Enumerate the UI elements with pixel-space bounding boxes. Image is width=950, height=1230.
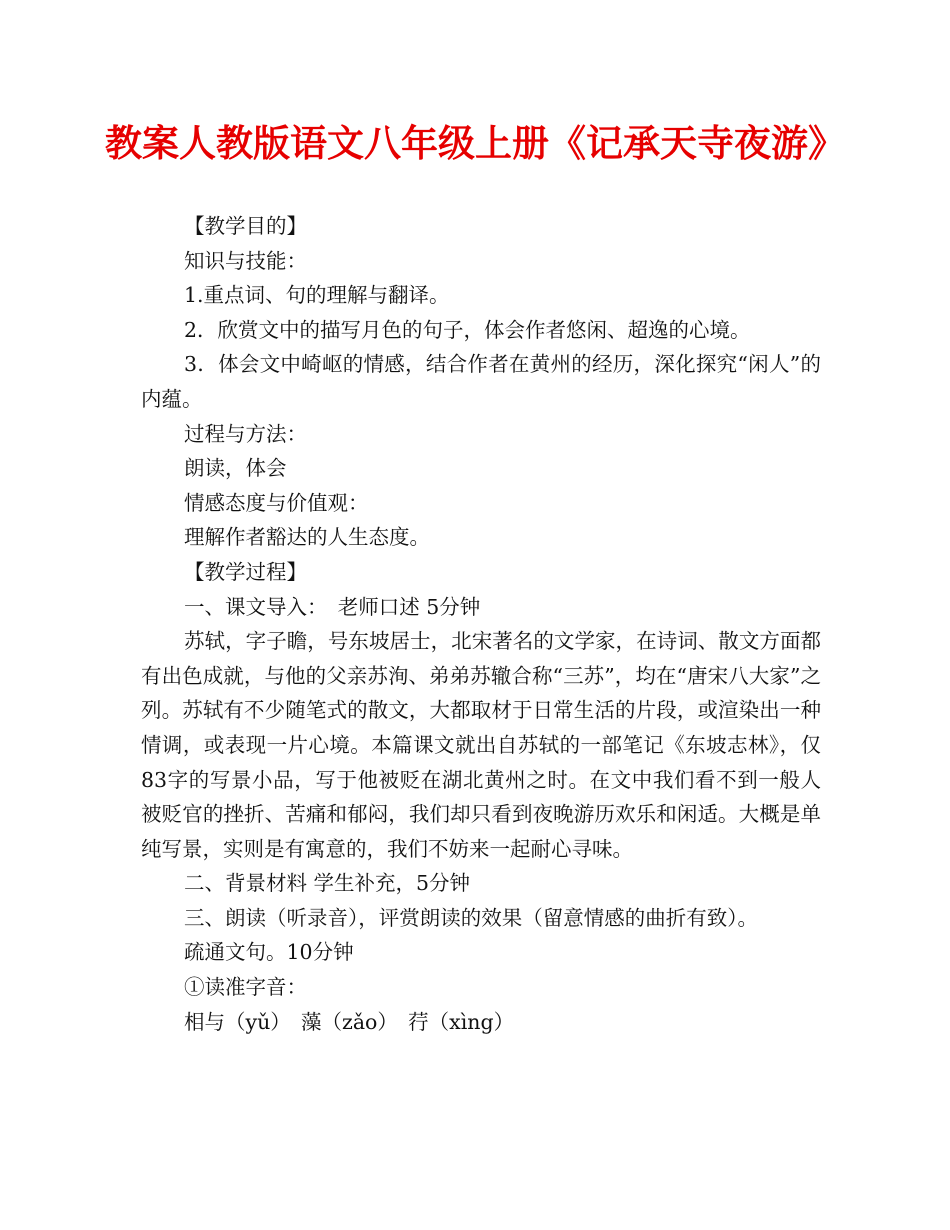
pronunciation-list: 相与（yǔ） 藻（zǎo） 荇（xìng） <box>184 1009 515 1034</box>
subheading-attitude-values: 情感态度与价值观： <box>184 490 369 515</box>
introduction-paragraph: 苏轼，字子瞻，号东坡居士，北宋著名的文学家，在诗词、散文方面都有出色成就，与他的父亲苏洵、弟弟苏辙合称“三苏”，均在“唐宋八大家”之列。苏轼有不少随笔式的散文，大都取材于日常生活的片段，或渲染出一种情调，或表现一片心境。本篇课文就出自苏轼的一部笔记《东坡志林》，仅83字的写景小品，写于他被贬在湖北黄州之时。在文中我们看不到一般人被贬官的挫折、苦痛和郁闷，我们却只看到夜晚游历欢乐和闲适。大概是单纯写景，实则是有寓意的，我们不妨来一起耐心寻味。 <box>141 629 821 861</box>
process-method-text: 朗读，体会 <box>184 456 287 481</box>
section-heading-process: 【教学过程】 <box>184 559 307 584</box>
sentence-clarification: 疏通文句。10分钟 <box>184 940 354 965</box>
subheading-process-method: 过程与方法： <box>184 421 307 446</box>
document-body <box>141 209 821 1039</box>
attitude-values-text: 理解作者豁达的人生态度。 <box>184 525 430 550</box>
objective-item-2: 2．欣赏文中的描写月色的句子，体会作者悠闲、超逸的心境。 <box>184 317 751 342</box>
step-1-introduction: 一、课文导入： 老师口述 5分钟 <box>184 594 481 619</box>
step-3-reading: 三、朗读（听录音），评赏朗读的效果（留意情感的曲折有致）。 <box>184 905 758 930</box>
subheading-knowledge-skills: 知识与技能： <box>184 248 307 273</box>
section-heading-objectives: 【教学目的】 <box>184 214 307 238</box>
document-title: 教案人教版语文八年级上册《记承天寺夜游》 <box>105 122 845 165</box>
objective-item-1: 1.重点词、句的理解与翻译。 <box>184 283 450 308</box>
pronunciation-heading: ①读准字音： <box>184 975 307 1000</box>
step-2-background: 二、背景材料 学生补充，5分钟 <box>184 871 471 896</box>
objective-item-3: 3．体会文中崎岖的情感，结合作者在黄州的经历，深化探究“闲人”的内蕴。 <box>141 352 821 411</box>
